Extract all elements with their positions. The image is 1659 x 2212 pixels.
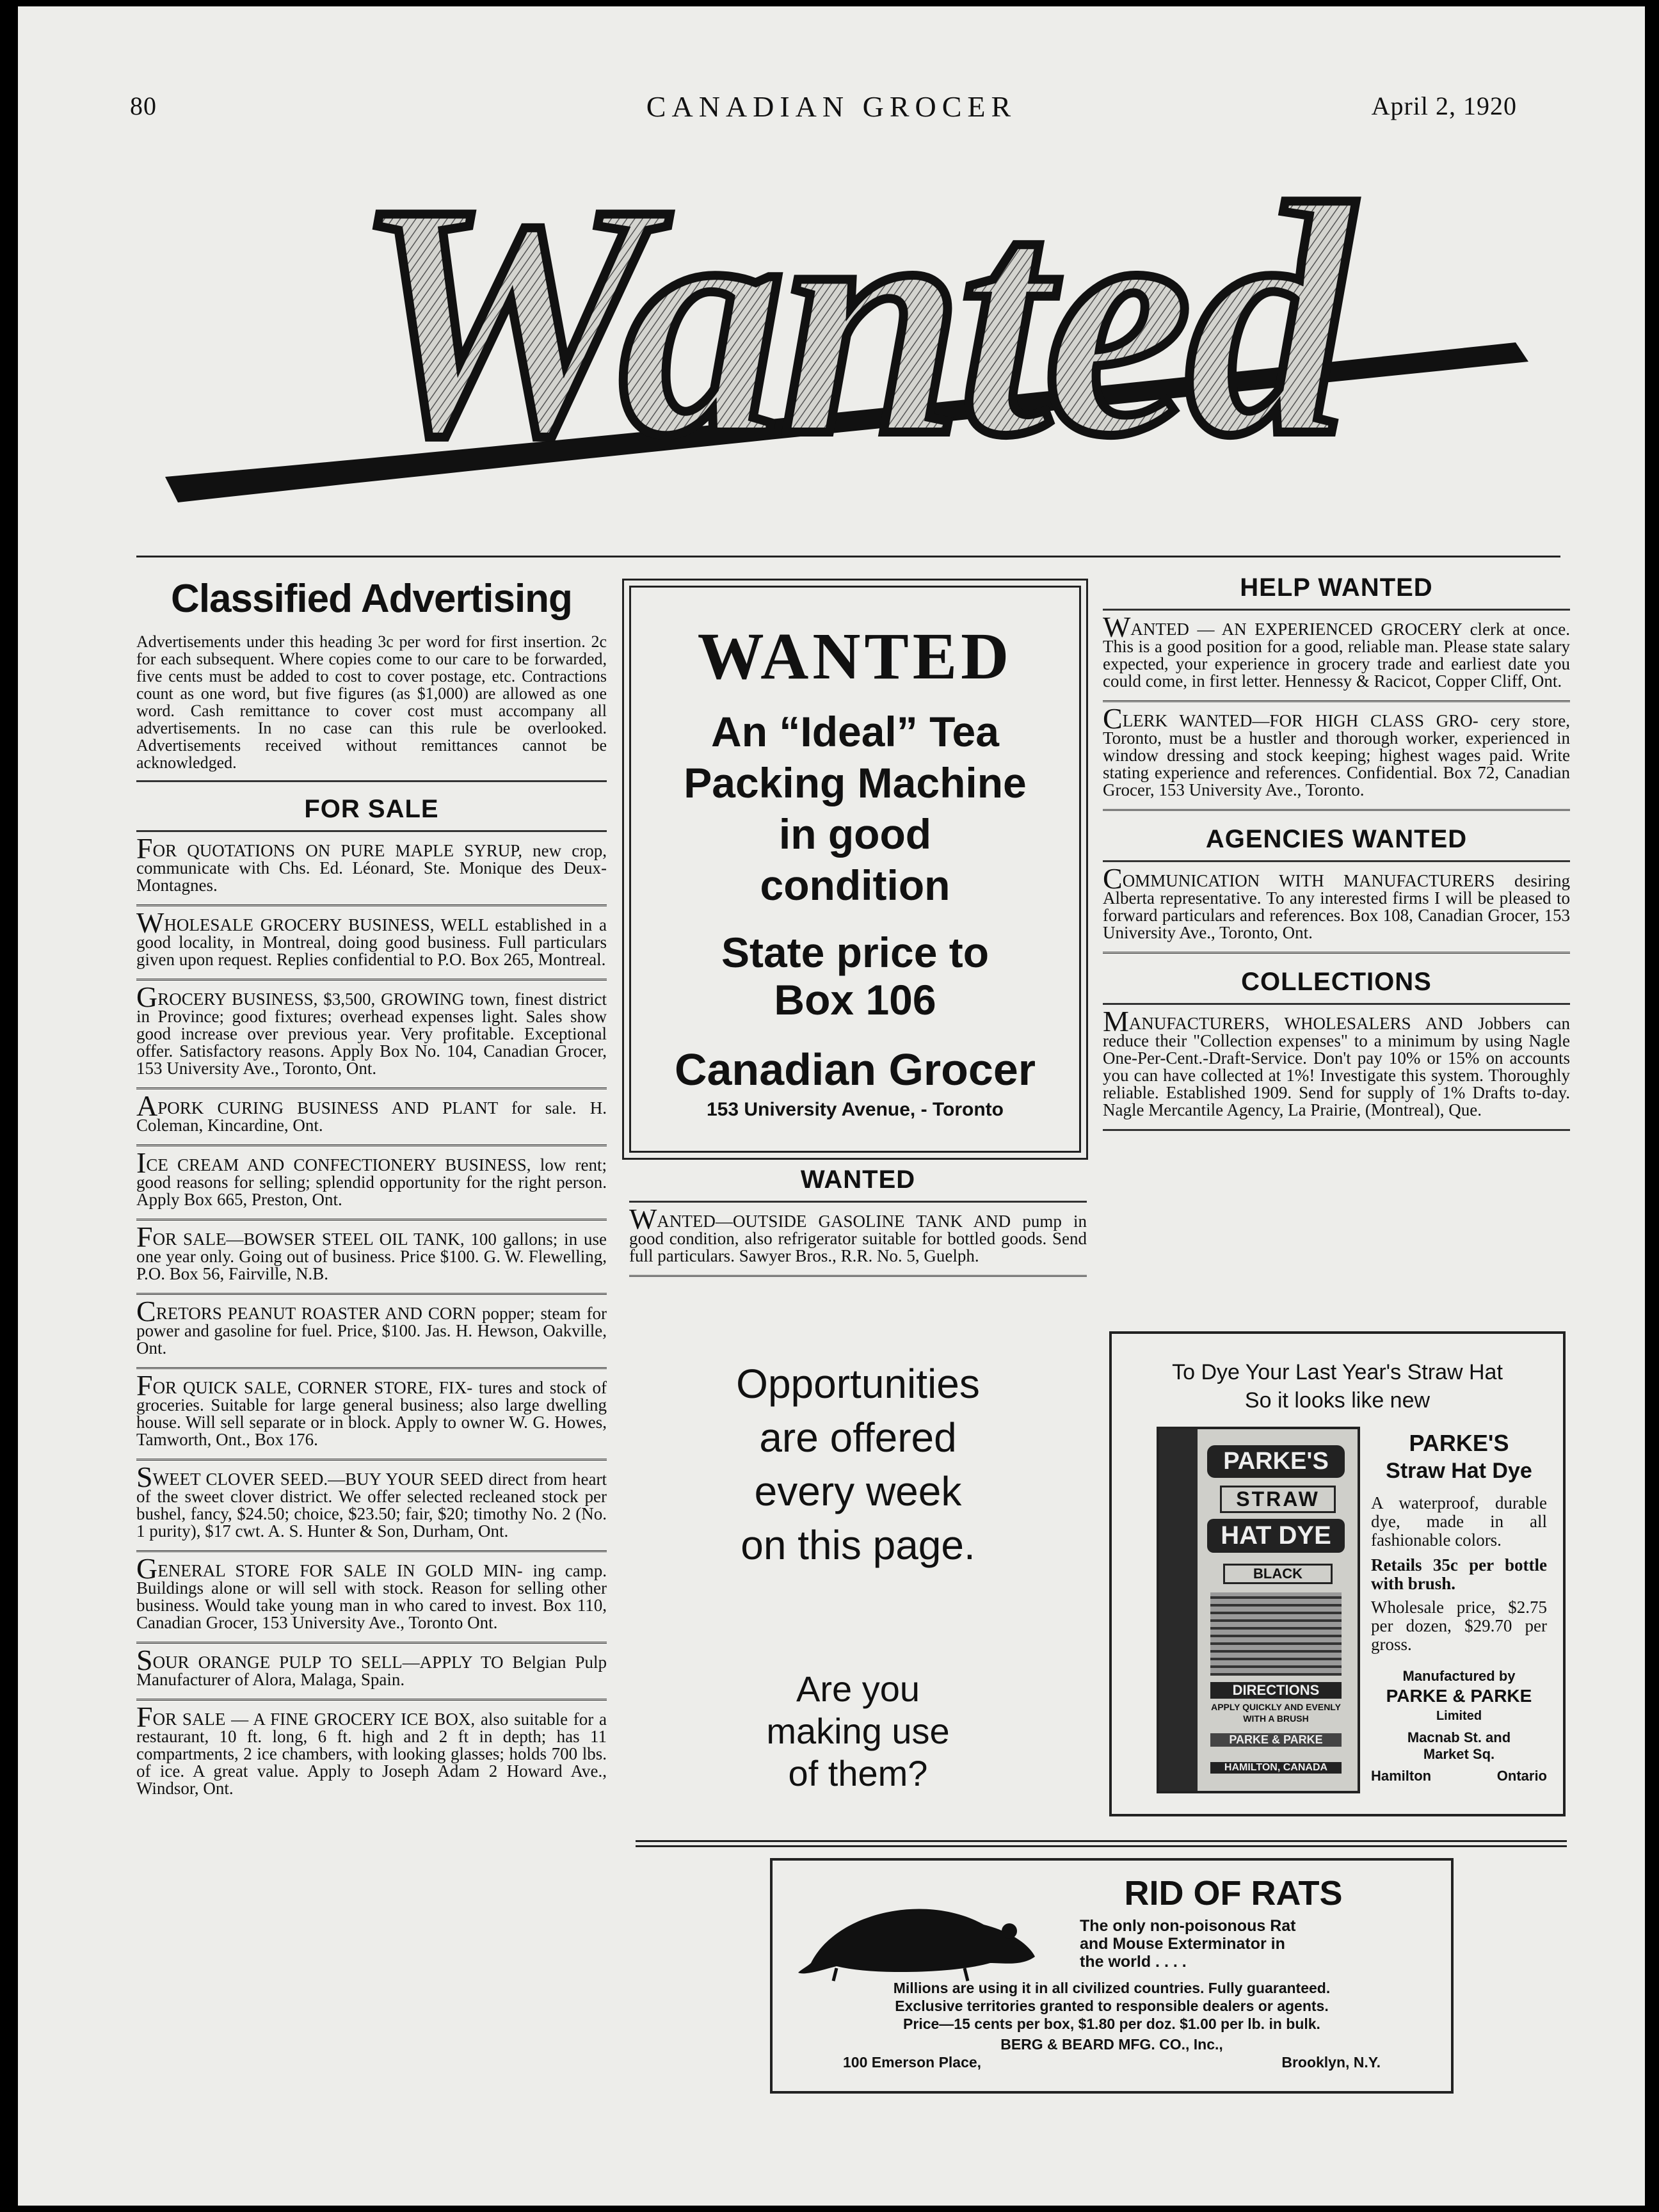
classified-notes: Advertisements under this heading 3c per word for first insertion. 2c for each subsequent. Where copies come to our care to be forwarded, five cents must be added to cost to cover postage, etc. Contractions count as one word, but five figures (as $1,000) are allowed as one word. Cash remittance to cover cost must accompany all advertisements. In no case can this rule be overlooked. Advertisements received without remittances cannot be acknowledged. (136, 633, 607, 782)
publisher-name: Canadian Grocer (674, 1045, 1036, 1094)
maker-address: Market Sq. (1423, 1746, 1495, 1762)
page-number: 80 (130, 92, 157, 120)
list-item: GROCERY BUSINESS, $3,500, GROWING town, finest district in Province; good fixtures; overhead expenses light. Sales show good increase over previous year. Very profitable. Exceptional offer. Satisfactory reasons. Apply Box No. 104, Canadian Grocer, 153 University Ave., Toronto, Ont. (136, 981, 607, 1089)
notice-line: making use (766, 1711, 950, 1751)
for-sale-heading: FOR SALE (304, 795, 439, 823)
package-straw: STRAW (1220, 1486, 1336, 1513)
list-item: FOR SALE—BOWSER STEEL OIL TANK, 100 gallons; in use one year only. Going out of business. Price $100. G. W. Flewelling, P.O. Box 56, Fairville, N.B. (136, 1221, 607, 1295)
rats-subtitle: The only non-poisonous Rat (1080, 1917, 1296, 1935)
opportunities-notice (629, 1357, 1087, 1795)
ad-headline: To Dye Your Last Year's Straw Hat (1172, 1360, 1503, 1384)
notice-line: Opportunities (736, 1361, 980, 1407)
rats-subtitle: and Mouse Exterminator in (1080, 1935, 1285, 1953)
ad-headline: So it looks like new (1244, 1388, 1431, 1413)
package-brand: PARKE'S (1207, 1445, 1345, 1478)
maker-limited: Limited (1436, 1709, 1482, 1723)
issue-date: April 2, 1920 (1371, 92, 1517, 120)
collections-heading: COLLECTIONS (1241, 968, 1432, 996)
rats-body: Exclusive territories granted to responsible dealers or agents. (895, 1998, 1329, 2014)
maker-address: Macnab St. and (1407, 1729, 1511, 1745)
list-item: FOR QUICK SALE, CORNER STORE, FIX- tures and stock of groceries. Suitable for large general business; also large dwelling house. Will sell separate or in block. Apply to owner W. G. Howes, Tamworth, Ont., Box 176. (136, 1369, 607, 1461)
left-column (136, 576, 607, 1807)
banner-title: Wanted (354, 144, 1346, 504)
rats-address: 100 Emerson Place, (843, 2054, 982, 2071)
rat-icon (798, 1886, 1041, 1982)
notice-line: are offered (759, 1415, 957, 1461)
list-item: GENERAL STORE FOR SALE IN GOLD MIN- ing camp. Buildings alone or will sell with stock. Reason for selling other business. Would take young man in who cared to invest. Box 110, Canadian Grocer, 153 University Ave., Toronto Ont. (136, 1552, 607, 1644)
maker-province: Ontario (1496, 1768, 1547, 1784)
publisher-address: 153 University Avenue, - Toronto (707, 1099, 1004, 1120)
rats-body: Price—15 cents per box, $1.80 per doz. $1.00 per lb. in bulk. (903, 2016, 1320, 2032)
notice-line: of them? (788, 1753, 928, 1793)
dye-ad-text (1371, 1430, 1547, 1785)
list-item: SWEET CLOVER SEED.—BUY YOUR SEED direct from heart of the sweet clover district. We offer selected recleaned stock per bushel, fancy, $24.50; choice, $23.50; fair, $20; timothy No. 2 (No. 1 purity), $17 cwt. A. S. Hunter & Son, Durham, Ont. (136, 1461, 607, 1552)
help-wanted-heading: HELP WANTED (1240, 573, 1433, 602)
publication-title: CANADIAN GROCER (646, 90, 1017, 123)
product-name: Straw Hat Dye (1386, 1459, 1532, 1483)
divider (136, 556, 1560, 557)
manufactured-by: Manufactured by (1402, 1668, 1516, 1684)
product-brand: PARKE'S (1409, 1430, 1509, 1456)
list-item: COMMUNICATION WITH MANUFACTURERS desiring Alberta representative. To any interested firms I will be pleased to forward particulars and references. Box 108, Canadian Grocer, 153 University Ave., Toronto, Ont. (1103, 862, 1570, 954)
list-item: MANUFACTURERS, WHOLESALERS AND Jobbers can reduce their "Collection expenses" to a minimum by using Nagle One-Per-Cent.-Draft-Service. Don't pay 10% or 15% on accounts you can have collected at 1%! Investigate this system. Thoroughly reliable. Established 1909. Send for supply of 1% Drafts to-day. Nagle Mercantile Agency, La Prairie, (Montreal), Que. (1103, 1005, 1570, 1131)
list-item: FOR QUOTATIONS ON PURE MAPLE SYRUP, new crop, communicate with Chs. Ed. Léonard, Ste. Monique des Deux-Montagnes. (136, 832, 607, 906)
list-item: FOR SALE — A FINE GROCERY ICE BOX, also suitable for a restaurant, 10 ft. long, 6 ft. high and 2 ft in depth; has 11 compartments, 2 ice chambers, with looking glasses; holds 700 lbs. of ice. A great value. Apply to Joseph Adam 2 Howard Ave., Windsor, Ont. (136, 1701, 607, 1798)
wanted-headline: WANTED (697, 620, 1013, 693)
notice-line: every week (754, 1468, 962, 1514)
rats-body: Millions are using it in all civilized countries. Fully guaranteed. (893, 1980, 1331, 1996)
maker-city: Hamilton (1371, 1768, 1432, 1784)
for-sale-list (136, 830, 607, 1807)
ad-line: State price to (721, 929, 990, 976)
list-item: CRETORS PEANUT ROASTER AND CORN popper; steam for power and gasoline for fuel. Price, $100. Jas. H. Hewson, Oakville, Ont. (136, 1295, 607, 1369)
straw-hat-dye-ad (1109, 1331, 1566, 1816)
notice-line: Are you (796, 1669, 920, 1709)
retail-price: Retails 35c per bottle with brush. (1371, 1555, 1547, 1593)
package-color: BLACK (1223, 1564, 1333, 1584)
classified-title: Classified Advertising (171, 577, 572, 621)
rid-of-rats-ad (770, 1858, 1454, 2094)
list-item: SOUR ORANGE PULP TO SELL—APPLY TO Belgian Pulp Manufacturer of Alora, Malaga, Spain. (136, 1644, 607, 1701)
package-city: HAMILTON, CANADA (1210, 1762, 1342, 1774)
list-item: CLERK WANTED—FOR HIGH CLASS GRO- cery store, Toronto, must be a hustler and thorough worker, experienced in window dressing and stock keeping; highest wages paid. Write stating experience and references. Confidential. Box 72, Canadian Grocer, 153 University Ave., Toronto. (1103, 702, 1570, 811)
ad-line: Packing Machine (684, 759, 1027, 806)
ad-line: An “Ideal” Tea (711, 708, 999, 755)
newspaper-page (18, 6, 1645, 2206)
dye-package-image (1157, 1427, 1360, 1793)
wanted-heading: WANTED (800, 1166, 916, 1194)
divider (636, 1840, 1567, 1847)
list-item: WANTED — AN EXPERIENCED GROCERY clerk at once. This is a good position for a good, reliable man. Please state salary expected, your experience in grocery trade and earliest date you could come, in first letter. Hennessy & Racicot, Copper Cliff, Ont. (1103, 611, 1570, 702)
ad-line: condition (760, 862, 950, 909)
package-name: HAT DYE (1207, 1519, 1345, 1553)
rats-company: BERG & BEARD MFG. CO., Inc., (1000, 2036, 1223, 2053)
wanted-box-ad (629, 586, 1081, 1153)
list-item: APORK CURING BUSINESS AND PLANT for sale. H. Coleman, Kincardine, Ont. (136, 1089, 607, 1146)
package-maker: PARKE & PARKE (1210, 1733, 1342, 1747)
notice-line: on this page. (741, 1522, 975, 1568)
ad-line: in good (778, 810, 932, 858)
wanted-section (629, 1162, 1087, 1277)
package-directions-text: APPLY QUICKLY AND EVENLY WITH A BRUSH (1211, 1702, 1341, 1724)
product-description: A waterproof, durable dye, made in all fashionable colors. (1371, 1493, 1547, 1550)
package-directions: DIRECTIONS (1210, 1682, 1342, 1699)
list-item: WANTED—OUTSIDE GASOLINE TANK AND pump in good condition, also refrigerator suitable for bottled goods. Send full particulars. Sawyer Bros., R.R. No. 5, Guelph. (629, 1203, 1087, 1277)
rats-title: RID OF RATS (1124, 1874, 1343, 1912)
agencies-wanted-heading: AGENCIES WANTED (1205, 825, 1468, 853)
list-item: ICE CREAM AND CONFECTIONERY BUSINESS, low rent; good reasons for selling; splendid opportunity for the right person. Apply Box 665, Preston, Ont. (136, 1146, 607, 1221)
wholesale-price: Wholesale price, $2.75 per dozen, $29.70 per gross. (1371, 1598, 1547, 1654)
wanted-banner (140, 144, 1567, 554)
ad-line: Box 106 (774, 976, 936, 1023)
list-item: WHOLESALE GROCERY BUSINESS, WELL established in a good locality, in Montreal, doing good business. Full particulars given upon request. Replies confidential to P.O. Box 265, Montreal. (136, 906, 607, 981)
maker-name: PARKE & PARKE (1386, 1686, 1532, 1706)
right-column (1103, 570, 1570, 1131)
rats-city: Brooklyn, N.Y. (1281, 2054, 1381, 2071)
rats-subtitle: the world . . . . (1080, 1953, 1187, 1971)
